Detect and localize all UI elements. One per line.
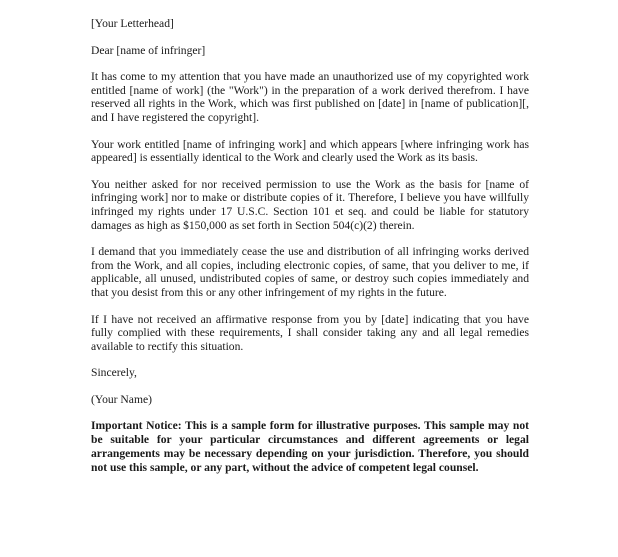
paragraph-no-permission: You neither asked for nor received permission to use the Work as the basis for [name of infringing work] nor to make or distribute copies of it. Therefore, I believe you have willfully infringed my rights under 17 U.S.C. Section 101 et seq. and could be liable for statutory damages as high as $150,000 as set forth in Section 504(c)(2) therein. bbox=[91, 177, 529, 232]
letterhead-placeholder: [Your Letterhead] bbox=[91, 17, 174, 30]
paragraph-unauthorized-use: It has come to my attention that you have made an unauthorized use of my copyrighted work entitled [name of work] (the "Work") in the preparation of a work derived therefrom. I have reserved all rights in the Work, which was first published on [date] in [name of publication][, and I have registered the copyright]. bbox=[91, 70, 529, 124]
paragraph-demand: I demand that you immediately cease the use and distribution of all infringing works derived from the Work, and all copies, including electronic copies, of same, that you deliver to me, if applicable, all unused, undistributed copies of same, or destroy such copies immediately and that you desist from this or any other infringement of my rights in the future. bbox=[91, 245, 529, 299]
letter-document bbox=[91, 17, 529, 475]
closing: Sincerely, bbox=[91, 366, 137, 380]
signature-placeholder: (Your Name) bbox=[91, 392, 152, 406]
salutation: Dear [name of infringer] bbox=[91, 43, 206, 57]
paragraph-infringing-work: Your work entitled [name of infringing work] and which appears [where infringing work has appeared] is essentially identical to the Work and clearly used the Work as its basis. bbox=[91, 137, 529, 165]
important-notice: Important Notice: This is a sample form for illustrative purposes. This sample may not be suitable for your particular circumstances and different agreements or legal arrangements may be necessary depending on your jurisdiction. Therefore, you should not use this sample, or any part, without the advice of competent legal counsel. bbox=[91, 419, 529, 474]
paragraph-response-deadline: If I have not received an affirmative response from you by [date] indicating that you have fully complied with these requirements, I shall consider taking any and all legal remedies available to rectify this situation. bbox=[91, 312, 529, 353]
